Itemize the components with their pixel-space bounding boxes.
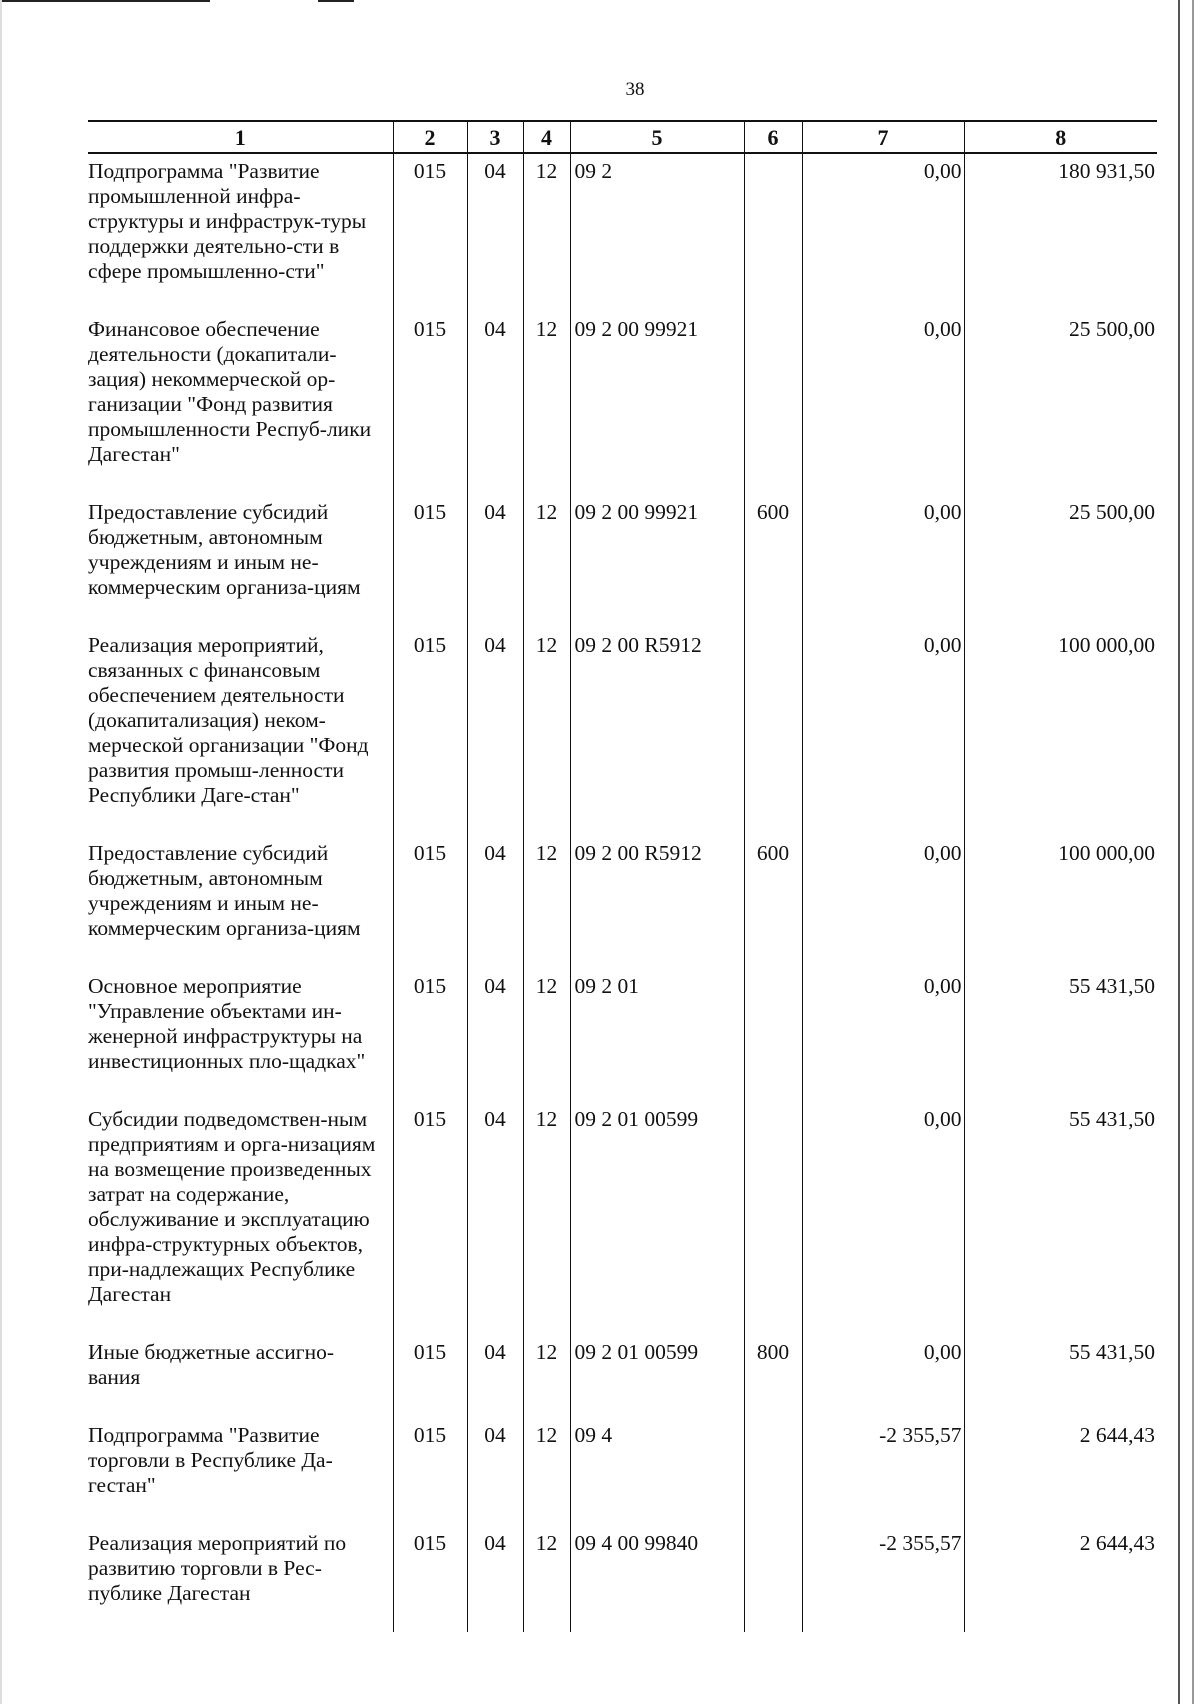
change-amount: 0,00	[802, 153, 964, 312]
scan-edge-mark	[0, 0, 2, 1704]
total-amount: 25 500,00	[964, 495, 1157, 628]
scan-edge-mark	[0, 0, 210, 2]
subsection-code: 12	[523, 495, 570, 628]
expense-type-code	[744, 153, 802, 312]
table-header-row	[88, 121, 1157, 153]
target-article-code: 09 2	[570, 153, 744, 312]
column-header: 1	[88, 121, 393, 153]
target-article-code: 09 2 00 R5912	[570, 836, 744, 969]
item-name: Основное мероприятие "Управление объектами ин-женерной инфраструктуры на инвестиционных пло-щадках"	[88, 974, 366, 1073]
section-code: 04	[467, 1335, 523, 1418]
table-row	[88, 312, 1157, 495]
scan-edge-mark	[1192, 0, 1194, 1704]
expense-type-code	[744, 628, 802, 836]
grbs-code: 015	[393, 836, 467, 969]
scan-edge-mark	[1178, 0, 1180, 1704]
item-name: Предоставление субсидий бюджетным, автономным учреждениям и иным не-коммерческим организа-циям	[88, 841, 361, 940]
column-header: 5	[570, 121, 744, 153]
total-amount: 55 431,50	[964, 1335, 1157, 1418]
column-header: 3	[467, 121, 523, 153]
target-article-code: 09 2 01 00599	[570, 1335, 744, 1418]
expense-type-code: 600	[744, 836, 802, 969]
expense-type-code: 800	[744, 1335, 802, 1418]
expense-type-code	[744, 1418, 802, 1526]
section-code: 04	[467, 1526, 523, 1632]
item-name: Реализация мероприятий по развитию торговли в Рес-публике Дагестан	[88, 1531, 347, 1605]
section-code: 04	[467, 836, 523, 969]
item-name: Подпрограмма "Развитие торговли в Республике Да-гестан"	[88, 1423, 333, 1497]
table-row	[88, 153, 1157, 312]
table-row	[88, 1335, 1157, 1418]
target-article-code: 09 2 01	[570, 969, 744, 1102]
subsection-code: 12	[523, 1102, 570, 1335]
table-row	[88, 1418, 1157, 1526]
table-row	[88, 1102, 1157, 1335]
subsection-code: 12	[523, 1526, 570, 1632]
item-name: Подпрограмма "Развитие промышленной инфра-структуры и инфраструк-туры поддержки деятельно-сти в сфере промышленно-сти"	[88, 159, 367, 283]
section-code: 04	[467, 1102, 523, 1335]
change-amount: 0,00	[802, 628, 964, 836]
item-name: Финансовое обеспечение деятельности (докапитали-зация) некоммерческой ор-ганизации "Фонд развития промышленности Респуб-лики Дагестан"	[88, 317, 372, 466]
change-amount: 0,00	[802, 1335, 964, 1418]
table-row	[88, 969, 1157, 1102]
section-code: 04	[467, 628, 523, 836]
change-amount: 0,00	[802, 495, 964, 628]
subsection-code: 12	[523, 312, 570, 495]
total-amount: 55 431,50	[964, 1102, 1157, 1335]
expense-type-code	[744, 1526, 802, 1632]
target-article-code: 09 4 00 99840	[570, 1526, 744, 1632]
grbs-code: 015	[393, 153, 467, 312]
table-row	[88, 836, 1157, 969]
column-header: 8	[964, 121, 1157, 153]
total-amount: 55 431,50	[964, 969, 1157, 1102]
column-header: 4	[523, 121, 570, 153]
subsection-code: 12	[523, 969, 570, 1102]
subsection-code: 12	[523, 1335, 570, 1418]
section-code: 04	[467, 153, 523, 312]
change-amount: 0,00	[802, 969, 964, 1102]
target-article-code: 09 2 00 99921	[570, 495, 744, 628]
total-amount: 100 000,00	[964, 628, 1157, 836]
grbs-code: 015	[393, 969, 467, 1102]
column-header: 6	[744, 121, 802, 153]
target-article-code: 09 2 00 R5912	[570, 628, 744, 836]
grbs-code: 015	[393, 1102, 467, 1335]
item-name: Реализация мероприятий, связанных с финансовым обеспечением деятельности (докапитализация) неком-мерческой организации "Фонд развития промыш-ленности Республики Даге-стан"	[88, 633, 369, 807]
target-article-code: 09 2 00 99921	[570, 312, 744, 495]
expense-type-code: 600	[744, 495, 802, 628]
total-amount: 25 500,00	[964, 312, 1157, 495]
change-amount: 0,00	[802, 1102, 964, 1335]
table-row	[88, 628, 1157, 836]
section-code: 04	[467, 495, 523, 628]
total-amount: 2 644,43	[964, 1526, 1157, 1632]
subsection-code: 12	[523, 628, 570, 836]
budget-table	[88, 120, 1157, 1632]
expense-type-code	[744, 969, 802, 1102]
section-code: 04	[467, 1418, 523, 1526]
change-amount: 0,00	[802, 312, 964, 495]
target-article-code: 09 4	[570, 1418, 744, 1526]
total-amount: 180 931,50	[964, 153, 1157, 312]
grbs-code: 015	[393, 1418, 467, 1526]
section-code: 04	[467, 969, 523, 1102]
table-row	[88, 495, 1157, 628]
grbs-code: 015	[393, 312, 467, 495]
expense-type-code	[744, 1102, 802, 1335]
item-name: Иные бюджетные ассигно-вания	[88, 1340, 334, 1389]
subsection-code: 12	[523, 836, 570, 969]
expense-type-code	[744, 312, 802, 495]
table-row	[88, 1526, 1157, 1632]
total-amount: 2 644,43	[964, 1418, 1157, 1526]
subsection-code: 12	[523, 1418, 570, 1526]
change-amount: -2 355,57	[802, 1526, 964, 1632]
grbs-code: 015	[393, 495, 467, 628]
section-code: 04	[467, 312, 523, 495]
scan-edge-mark	[318, 0, 354, 2]
page-number: 38	[625, 79, 645, 100]
column-header: 2	[393, 121, 467, 153]
column-header: 7	[802, 121, 964, 153]
item-name: Субсидии подведомствен-ным предприятиям и орга-низациям на возмещение произведенных затрат на содержание, обслуживание и эксплуатацию инфра-структурных объектов, при-надлежащих Республике Дагестан	[88, 1107, 376, 1306]
total-amount: 100 000,00	[964, 836, 1157, 969]
grbs-code: 015	[393, 1335, 467, 1418]
grbs-code: 015	[393, 628, 467, 836]
grbs-code: 015	[393, 1526, 467, 1632]
change-amount: -2 355,57	[802, 1418, 964, 1526]
change-amount: 0,00	[802, 836, 964, 969]
subsection-code: 12	[523, 153, 570, 312]
target-article-code: 09 2 01 00599	[570, 1102, 744, 1335]
item-name: Предоставление субсидий бюджетным, автономным учреждениям и иным не-коммерческим организа-циям	[88, 500, 361, 599]
